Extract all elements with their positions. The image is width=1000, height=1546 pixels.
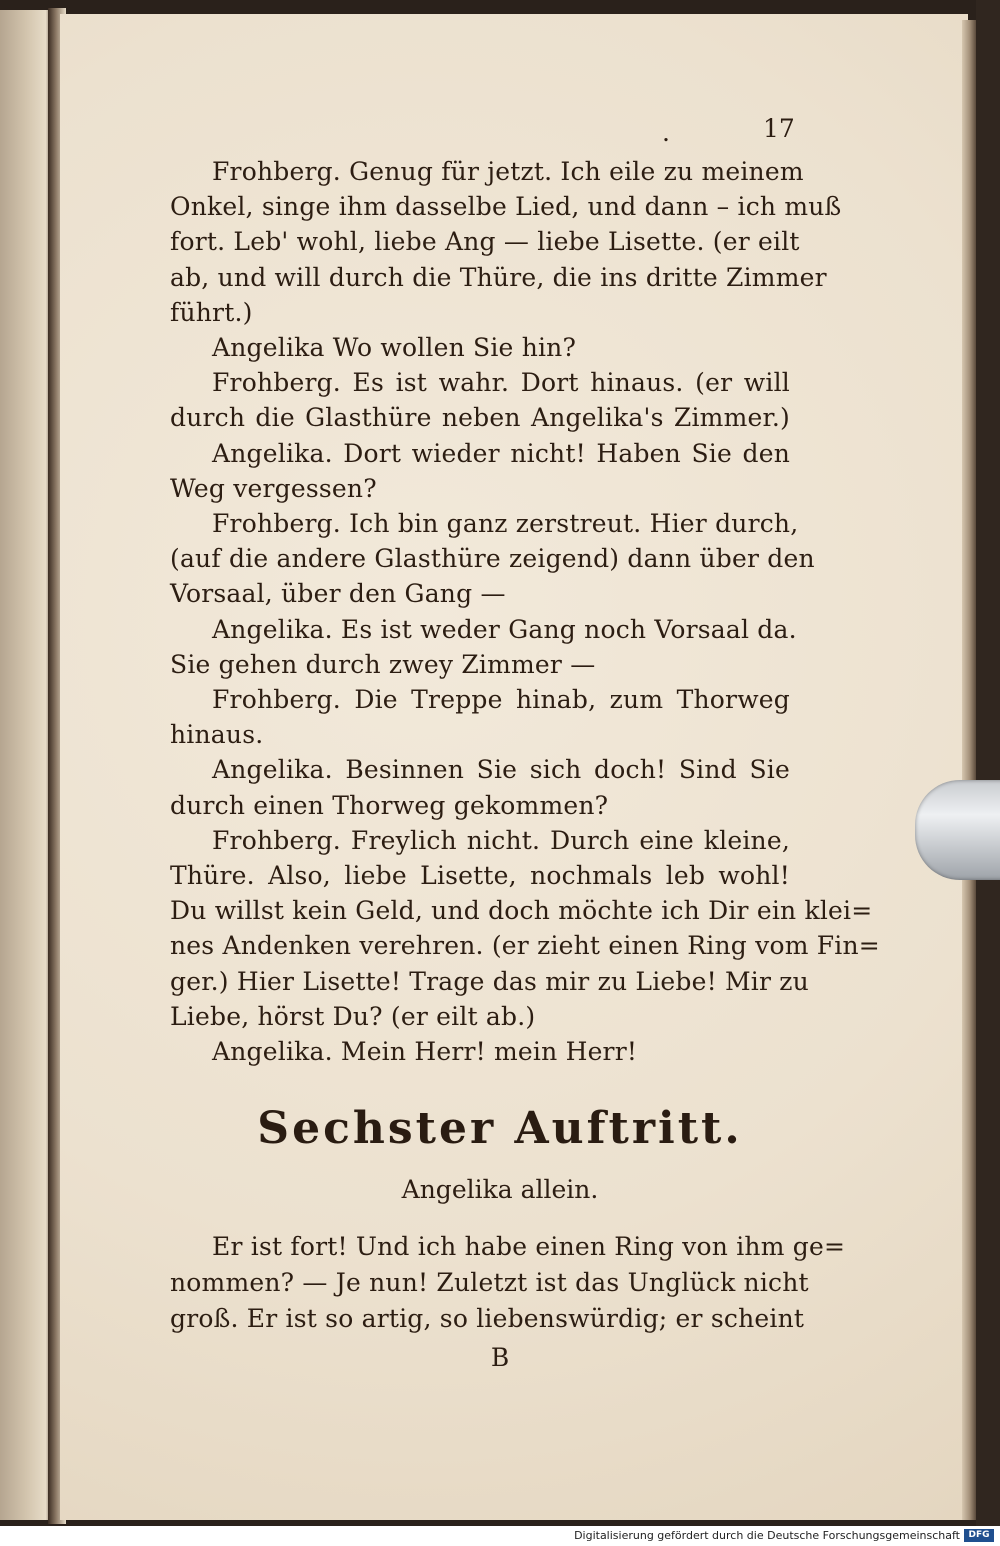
footer-bar [0,1526,1000,1546]
decorative-dot: . [662,118,670,147]
text-line: ab, und will durch die Thüre, die ins dritte Zimmer [170,262,827,292]
text-line: groß. Er ist so artig, so liebenswürdig; er scheint [170,1304,805,1333]
text-line: hinaus. [170,720,264,750]
text-line: Frohberg. Ich bin ganz zerstreut. Hier durch, [212,509,799,538]
text-line: Frohberg. Freylich nicht. Durch eine kleine, [212,825,790,855]
text-line: Weg vergessen? [170,473,377,503]
text-line: Er ist fort! Und ich habe einen Ring von ihm ge= [212,1232,846,1261]
text-line: Angelika. Es ist weder Gang noch Vorsaal da. [212,614,797,644]
text-line: Thüre. Also, liebe Lisette, nochmals leb wohl! [170,861,790,890]
dfg-logo: DFG [964,1529,994,1542]
text-line: Vorsaal, über den Gang — [170,579,506,609]
text-line: Frohberg. Genug für jetzt. Ich eile zu meinem [212,157,804,186]
text-line: Angelika Wo wollen Sie hin? [212,333,577,362]
funding-notice: Digitalisierung gefördert durch die Deutsche Forschungsgemeinschaft [574,1529,960,1542]
text-line: Du willst kein Geld, und doch möchte ich Dir ein klei= [170,896,873,926]
text-line: (auf die andere Glasthüre zeigend) dann über den [170,544,815,574]
scene-heading: Sechster Auftritt. [257,1103,743,1154]
text-line: durch die Glasthüre neben Angelika's Zimmer.) [170,403,790,433]
text-line: ger.) Hier Lisette! Trage das mir zu Liebe! Mir zu [170,966,809,996]
text-line: Liebe, hörst Du? (er eilt ab.) [170,1001,536,1031]
signature-mark: B [490,1343,510,1372]
text-line: Sie gehen durch zwey Zimmer — [170,649,596,679]
text-line: Frohberg. Die Treppe hinab, zum Thorweg [212,685,790,714]
text-line: nommen? — Je nun! Zuletzt ist das Unglück nicht [170,1268,809,1297]
text-line: durch einen Thorweg gekommen? [170,790,609,820]
text-line: Onkel, singe ihm dasselbe Lied, und dann – ich muß [170,192,842,222]
text-line: Angelika. Mein Herr! mein Herr! [212,1037,638,1066]
text-line: Angelika. Dort wieder nicht! Haben Sie den [212,438,790,468]
text-line: führt.) [170,297,253,327]
text-line: nes Andenken verehren. (er zieht einen Ring vom Fin= [170,931,880,961]
page-number: 17 [763,114,795,143]
text-line: Angelika. Besinnen Sie sich doch! Sind Sie [212,755,790,785]
text-line: Frohberg. Es ist wahr. Dort hinaus. (er will [212,368,790,398]
scene-subheading: Angelika allein. [401,1175,599,1204]
text-line: fort. Leb' wohl, liebe Ang — liebe Lisette. (er eilt [170,227,800,257]
